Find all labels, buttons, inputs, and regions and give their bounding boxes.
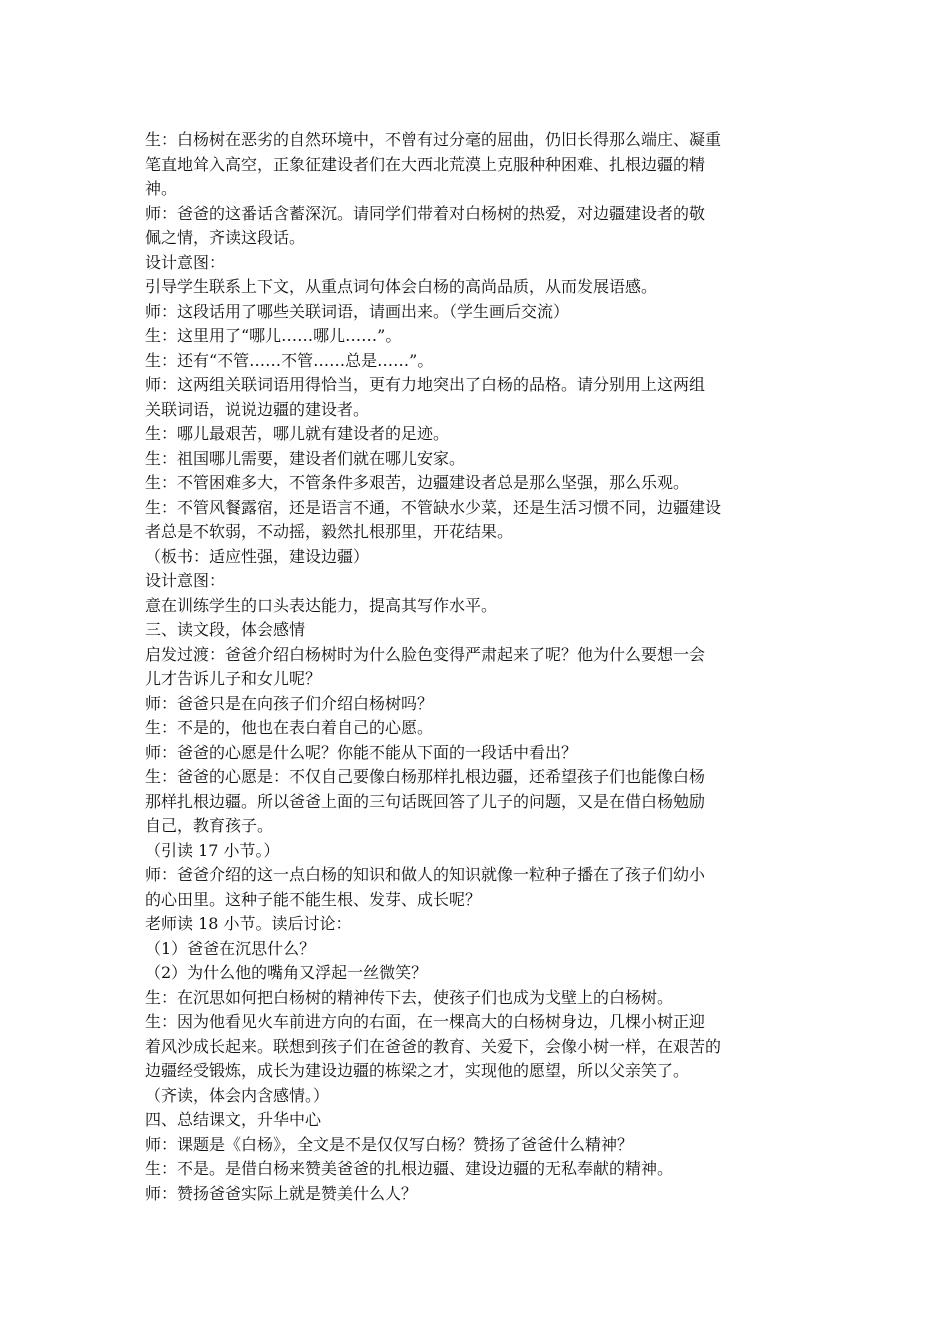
text-line: 生：不是的，他也在表白着自己的心愿。 xyxy=(145,718,434,737)
text-line: 生：不管风餐露宿，还是语言不通，不管缺水少菜，还是生活习惯不同，边疆建设 xyxy=(145,497,722,517)
text-line: 生：还有“不管……不管……总是……”。 xyxy=(145,350,434,370)
text-line: 那样扎根边疆。所以爸爸上面的三句话既回答了儿子的问题，又是在借白杨勉励 xyxy=(145,791,706,811)
text-line: 着风沙成长起来。联想到孩子们在爸爸的教育、关爱下，会像小树一样，在艰苦的 xyxy=(145,1036,722,1056)
text-line: 意在训练学生的口头表达能力，提高其写作水平。 xyxy=(145,595,498,615)
text-line: 设计意图： xyxy=(145,571,226,590)
text-line: 师：这两组关联词语用得恰当，更有力地突出了白杨的品格。请分别用上这两组 xyxy=(145,375,706,394)
text-line: （1）爸爸在沉思什么？ xyxy=(145,938,316,958)
text-line: 自己，教育孩子。 xyxy=(145,816,274,835)
text-line: 启发过渡：爸爸介绍白杨树时为什么脸色变得严肃起来了呢？他为什么要想一会 xyxy=(145,644,706,664)
text-line: （齐读，体会内含感情。） xyxy=(145,1085,330,1105)
text-line: 生：因为他看见火车前进方向的右面，在一棵高大的白杨树身边，几棵小树正迎 xyxy=(145,1012,706,1031)
text-line: （引读 17 小节。） xyxy=(145,840,280,860)
text-line: 的心田里。这种子能不能生根、发芽、成长呢？ xyxy=(145,889,482,909)
text-line: 生：爸爸的心愿是：不仅自己要像白杨那样扎根边疆，还希望孩子们也能像白杨 xyxy=(145,767,706,786)
text-line: 师：爸爸介绍的这一点白杨的知识和做人的知识就像一粒种子播在了孩子们幼小 xyxy=(145,865,706,884)
text-line: 佩之情，齐读这段话。 xyxy=(145,228,306,247)
text-line: 者总是不软弱，不动摇，毅然扎根那里，开花结果。 xyxy=(145,522,514,541)
text-line: 师：这段话用了哪些关联词语，请画出来。（学生画后交流） xyxy=(145,301,570,321)
text-line: 师：爸爸的这番话含蓄深沉。请同学们带着对白杨树的热爱，对边疆建设者的敬 xyxy=(145,203,706,223)
text-line: 关联词语，说说边疆的建设者。 xyxy=(145,399,370,419)
text-line: 生：不管困难多大，不管条件多艰苦，边疆建设者总是那么坚强，那么乐观。 xyxy=(145,473,690,492)
text-line: 师：爸爸只是在向孩子们介绍白杨树吗？ xyxy=(145,693,434,713)
text-line: 师：爸爸的心愿是什么呢？你能不能从下面的一段话中看出？ xyxy=(145,742,578,762)
section-heading: 四、总结课文，升华中心 xyxy=(145,1110,322,1129)
text-line: 笔直地耸入高空，正象征建设者们在大西北荒漠上克服种种困难、扎根边疆的精 xyxy=(145,154,706,174)
text-line: 生：白杨树在恶劣的自然环境中，不曾有过分毫的屈曲，仍旧长得那么端庄、凝重 xyxy=(145,130,722,149)
text-line: 师：赞扬爸爸实际上就是赞美什么人？ xyxy=(145,1183,418,1203)
text-line: 生：这里用了“哪儿……哪儿……”。 xyxy=(145,326,402,345)
text-line: 生：祖国哪儿需要，建设者们就在哪儿安家。 xyxy=(145,448,466,468)
text-line: 神。 xyxy=(145,179,178,198)
text-line: （2）为什么他的嘴角又浮起一丝微笑？ xyxy=(145,963,428,982)
text-line: 生：不是。是借白杨来赞美爸爸的扎根边疆、建设边疆的无私奉献的精神。 xyxy=(145,1159,674,1178)
document-page xyxy=(145,128,811,1206)
text-line: 边疆经受锻炼，成长为建设边疆的栋梁之才，实现他的愿望，所以父亲笑了。 xyxy=(145,1061,690,1080)
text-line: 引导学生联系上下文，从重点词句体会白杨的高尚品质，从而发展语感。 xyxy=(145,277,658,296)
text-line: 生：哪儿最艰苦，哪儿就有建设者的足迹。 xyxy=(145,424,450,443)
text-line: 老师读 18 小节。读后讨论： xyxy=(145,914,352,933)
text-line: （板书：适应性强，建设边疆） xyxy=(145,546,370,566)
text-line: 师：课题是《白杨》，全文是不是仅仅写白杨？赞扬了爸爸什么精神？ xyxy=(145,1134,634,1154)
section-heading: 三、读文段，体会感情 xyxy=(145,620,306,639)
text-line: 儿才告诉儿子和女儿呢？ xyxy=(145,669,322,688)
text-line: 设计意图： xyxy=(145,252,226,272)
text-line: 生：在沉思如何把白杨树的精神传下去，使孩子们也成为戈壁上的白杨树。 xyxy=(145,987,674,1007)
